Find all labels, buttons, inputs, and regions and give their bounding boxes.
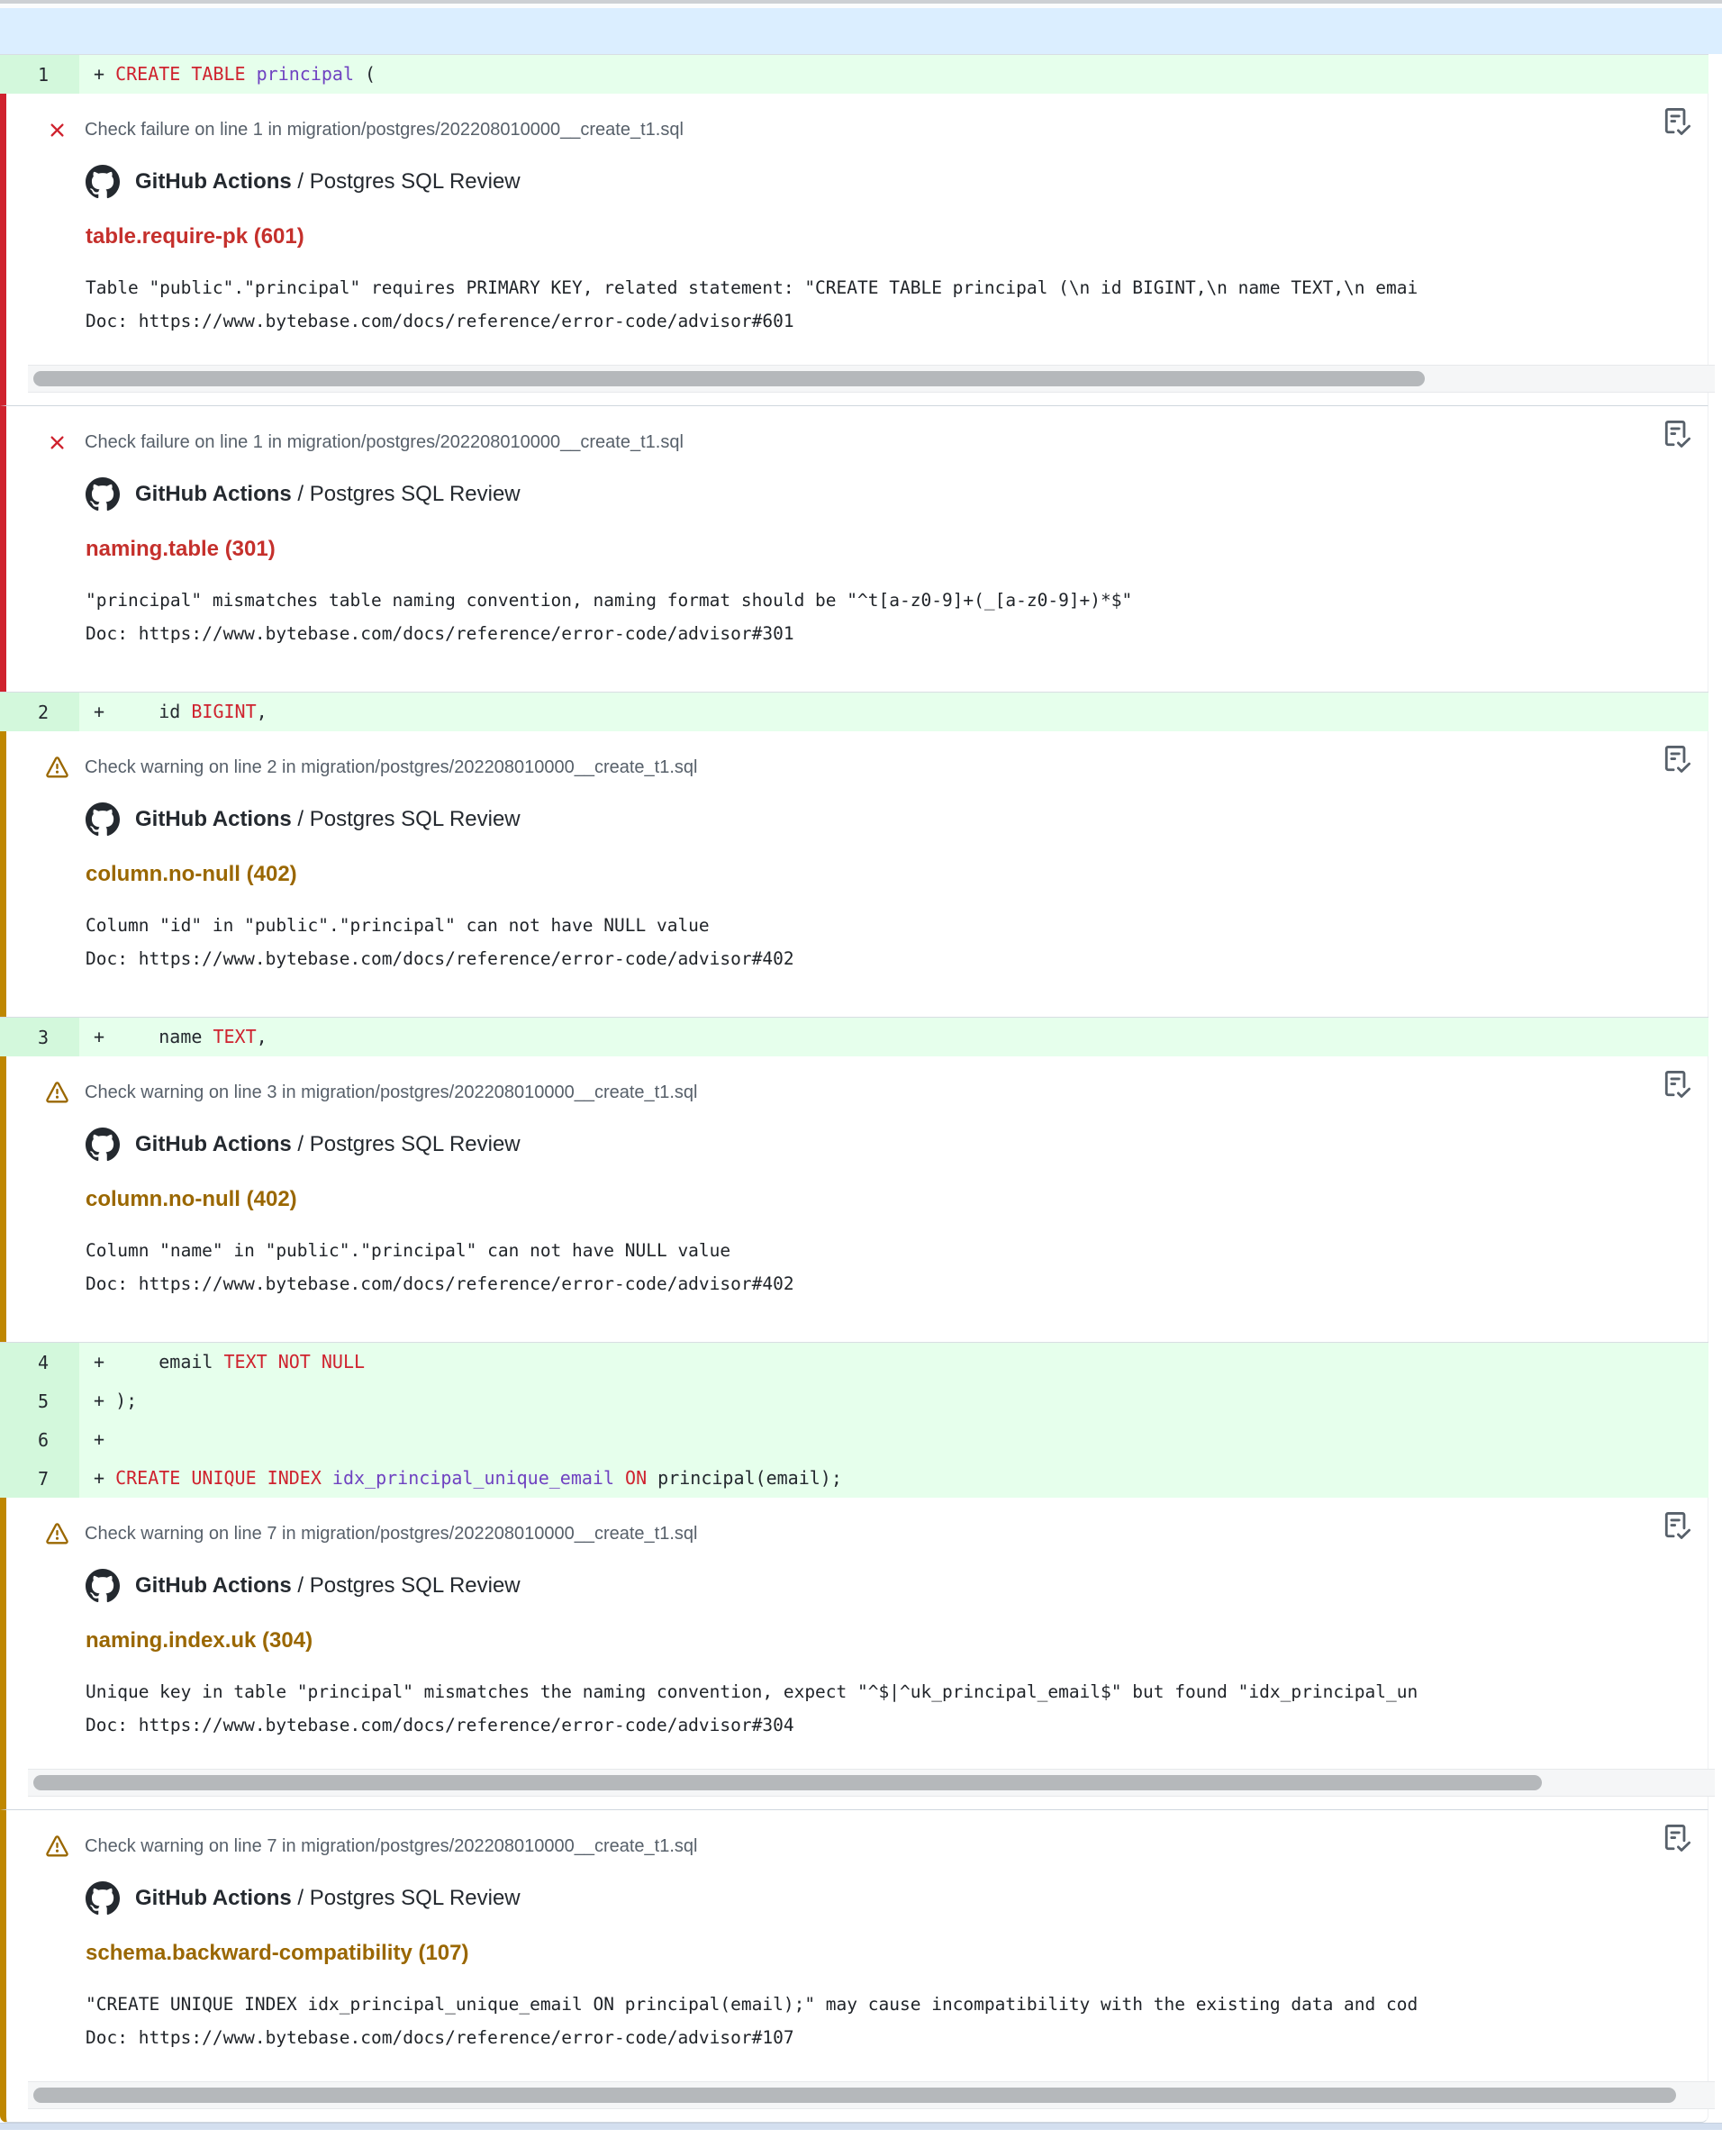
message-line: Doc: https://www.bytebase.com/docs/reference/error-code/advisor#601	[86, 311, 794, 331]
diff-expand-band-bottom	[0, 2123, 1722, 2130]
check-annotation	[0, 731, 1708, 1017]
code-token: + name	[94, 1026, 213, 1047]
alert-triangle-icon	[46, 1835, 68, 1858]
x-icon	[46, 431, 68, 454]
check-header-text: Check warning on line 7 in migration/postgres/202208010000__create_t1.sql	[85, 1836, 698, 1856]
annotation-header	[46, 1082, 1690, 1104]
code-block	[0, 1342, 1708, 1498]
message-line: Doc: https://www.bytebase.com/docs/reference/error-code/advisor#304	[86, 1715, 794, 1735]
rule-title: column.no-null (402)	[86, 862, 297, 886]
code-token: (	[354, 63, 376, 85]
message-line: Doc: https://www.bytebase.com/docs/reference/error-code/advisor#402	[86, 948, 794, 969]
line-number[interactable]: 6	[0, 1420, 79, 1459]
code-token: +	[94, 1428, 105, 1450]
github-logo-icon	[86, 1569, 120, 1603]
check-annotation	[0, 94, 1708, 406]
rule-title: column.no-null (402)	[86, 1187, 297, 1211]
code-token: +	[94, 63, 116, 85]
alert-triangle-icon	[46, 756, 68, 779]
line-code	[79, 1459, 842, 1498]
diff-added-line	[0, 693, 1708, 731]
code-token	[322, 1467, 332, 1489]
line-code	[79, 1018, 267, 1056]
annotation-header	[46, 756, 1690, 779]
diff-added-line	[0, 1459, 1708, 1498]
github-logo-icon	[86, 477, 120, 512]
message	[86, 909, 1690, 975]
app-label	[135, 1886, 521, 1911]
check-name: / Postgres SQL Review	[291, 1886, 521, 1910]
message-line: Doc: https://www.bytebase.com/docs/reference/error-code/advisor#107	[86, 2027, 794, 2048]
code-token: + email	[94, 1351, 224, 1372]
diff-added-line	[0, 55, 1708, 94]
app-row	[86, 1881, 1690, 1916]
rule-title: naming.table (301)	[86, 537, 276, 561]
checklist-icon[interactable]	[1663, 108, 1691, 137]
app-name: GitHub Actions	[135, 482, 292, 506]
line-code	[79, 1381, 137, 1420]
alert-triangle-icon	[46, 1082, 68, 1104]
annotation-header	[46, 431, 1690, 454]
app-row	[86, 802, 1690, 837]
check-name: / Postgres SQL Review	[291, 1573, 521, 1598]
check-header-text: Check warning on line 3 in migration/postgres/202208010000__create_t1.sql	[85, 1083, 698, 1102]
code-token: BIGINT	[191, 701, 257, 722]
message	[86, 1675, 1690, 1742]
check-header-text: Check warning on line 2 in migration/postgres/202208010000__create_t1.sql	[85, 757, 698, 777]
code-token: TEXT NOT NULL	[223, 1351, 366, 1372]
message-line: Doc: https://www.bytebase.com/docs/reference/error-code/advisor#402	[86, 1273, 794, 1294]
line-number[interactable]: 1	[0, 55, 79, 94]
check-header-text: Check warning on line 7 in migration/postgres/202208010000__create_t1.sql	[85, 1524, 698, 1544]
message-line: Column "id" in "public"."principal" can not have NULL value	[86, 915, 710, 936]
alert-triangle-icon	[46, 1523, 68, 1545]
app-row	[86, 1569, 1690, 1603]
diff-added-line	[0, 1018, 1708, 1056]
horizontal-scrollbar[interactable]	[28, 365, 1715, 393]
code-token: + );	[94, 1390, 138, 1411]
diff-added-line	[0, 1381, 1708, 1420]
code-token: idx_principal_unique_email	[331, 1467, 614, 1489]
github-logo-icon	[86, 165, 120, 199]
line-number[interactable]: 7	[0, 1459, 79, 1498]
diff-added-line	[0, 1343, 1708, 1381]
scrollbar-thumb[interactable]	[33, 1775, 1542, 1790]
code-block	[0, 54, 1708, 94]
app-name: GitHub Actions	[135, 807, 292, 831]
scrollbar-thumb[interactable]	[33, 371, 1425, 386]
line-number[interactable]: 3	[0, 1018, 79, 1056]
line-code	[79, 1343, 365, 1381]
check-name: / Postgres SQL Review	[291, 482, 521, 506]
rule-title: schema.backward-compatibility (107)	[86, 1941, 469, 1965]
check-annotation	[0, 406, 1708, 692]
app-label	[135, 1132, 521, 1157]
annotation-header	[46, 119, 1690, 141]
code-token: TEXT	[213, 1026, 257, 1047]
code-token: CREATE TABLE	[115, 63, 246, 85]
code-token	[614, 1467, 625, 1489]
message-line: Unique key in table "principal" mismatches the naming convention, expect "^$|^uk_principal_email$" but found "idx_principal_un	[86, 1681, 1418, 1702]
check-annotation	[0, 1056, 1708, 1342]
diff-content	[0, 54, 1708, 2123]
line-code	[79, 55, 376, 94]
message-line: "CREATE UNIQUE INDEX idx_principal_unique_email ON principal(email);" may cause incompatibility with the existing data and cod	[86, 1994, 1418, 2015]
github-logo-icon	[86, 1881, 120, 1916]
line-code	[79, 1420, 104, 1459]
code-token: + id	[94, 701, 192, 722]
check-header-text: Check failure on line 1 in migration/postgres/202208010000__create_t1.sql	[85, 432, 684, 452]
scrollbar-thumb[interactable]	[33, 2088, 1676, 2103]
code-token: ,	[256, 701, 267, 722]
message	[86, 1234, 1690, 1300]
message-line: Table "public"."principal" requires PRIMARY KEY, related statement: "CREATE TABLE principal (\n id BIGINT,\n name TEXT,\n emai	[86, 277, 1418, 298]
code-token	[246, 63, 257, 85]
message	[86, 271, 1690, 338]
checklist-icon[interactable]	[1663, 421, 1691, 449]
line-number[interactable]: 2	[0, 693, 79, 731]
check-name: / Postgres SQL Review	[291, 169, 521, 194]
line-code	[79, 693, 267, 731]
code-block	[0, 1017, 1708, 1056]
check-name: / Postgres SQL Review	[291, 807, 521, 831]
message-line: "principal" mismatches table naming convention, naming format should be "^t[a-z0-9]+(_[a-z0-9]+)*$"	[86, 590, 1133, 611]
code-token: principal	[256, 63, 355, 85]
code-token: principal(email);	[647, 1467, 842, 1489]
code-token: ON	[625, 1467, 648, 1489]
app-row	[86, 477, 1690, 512]
annotation-header	[46, 1835, 1690, 1858]
app-name: GitHub Actions	[135, 1132, 292, 1156]
line-number[interactable]: 5	[0, 1381, 79, 1420]
annotation-header	[46, 1523, 1690, 1545]
check-annotation	[0, 1810, 1708, 2123]
app-row	[86, 1128, 1690, 1162]
message-line: Column "name" in "public"."principal" can not have NULL value	[86, 1240, 731, 1261]
checklist-icon[interactable]	[1663, 1825, 1691, 1853]
rule-title: table.require-pk (601)	[86, 224, 304, 249]
app-name: GitHub Actions	[135, 1573, 292, 1598]
checklist-icon[interactable]	[1663, 746, 1691, 775]
checklist-icon[interactable]	[1663, 1071, 1691, 1100]
check-annotation	[0, 1498, 1708, 1810]
check-header-text: Check failure on line 1 in migration/postgres/202208010000__create_t1.sql	[85, 120, 684, 140]
horizontal-scrollbar[interactable]	[28, 2081, 1715, 2109]
app-row	[86, 165, 1690, 199]
app-name: GitHub Actions	[135, 169, 292, 194]
code-token: +	[94, 1467, 116, 1489]
app-label	[135, 169, 521, 195]
app-label	[135, 807, 521, 832]
github-logo-icon	[86, 1128, 120, 1162]
message	[86, 1988, 1690, 2054]
rule-title: naming.index.uk (304)	[86, 1628, 313, 1653]
code-block	[0, 692, 1708, 731]
diff-expand-band-top	[0, 8, 1722, 54]
message-line: Doc: https://www.bytebase.com/docs/reference/error-code/advisor#301	[86, 623, 794, 644]
github-logo-icon	[86, 802, 120, 837]
message	[86, 584, 1690, 650]
app-name: GitHub Actions	[135, 1886, 292, 1910]
code-token: ,	[256, 1026, 267, 1047]
check-name: / Postgres SQL Review	[291, 1132, 521, 1156]
horizontal-scrollbar[interactable]	[28, 1769, 1715, 1797]
line-number[interactable]: 4	[0, 1343, 79, 1381]
app-label	[135, 482, 521, 507]
app-label	[135, 1573, 521, 1599]
checklist-icon[interactable]	[1663, 1512, 1691, 1541]
x-icon	[46, 119, 68, 141]
code-token: CREATE UNIQUE INDEX	[115, 1467, 322, 1489]
diff-added-line	[0, 1420, 1708, 1459]
